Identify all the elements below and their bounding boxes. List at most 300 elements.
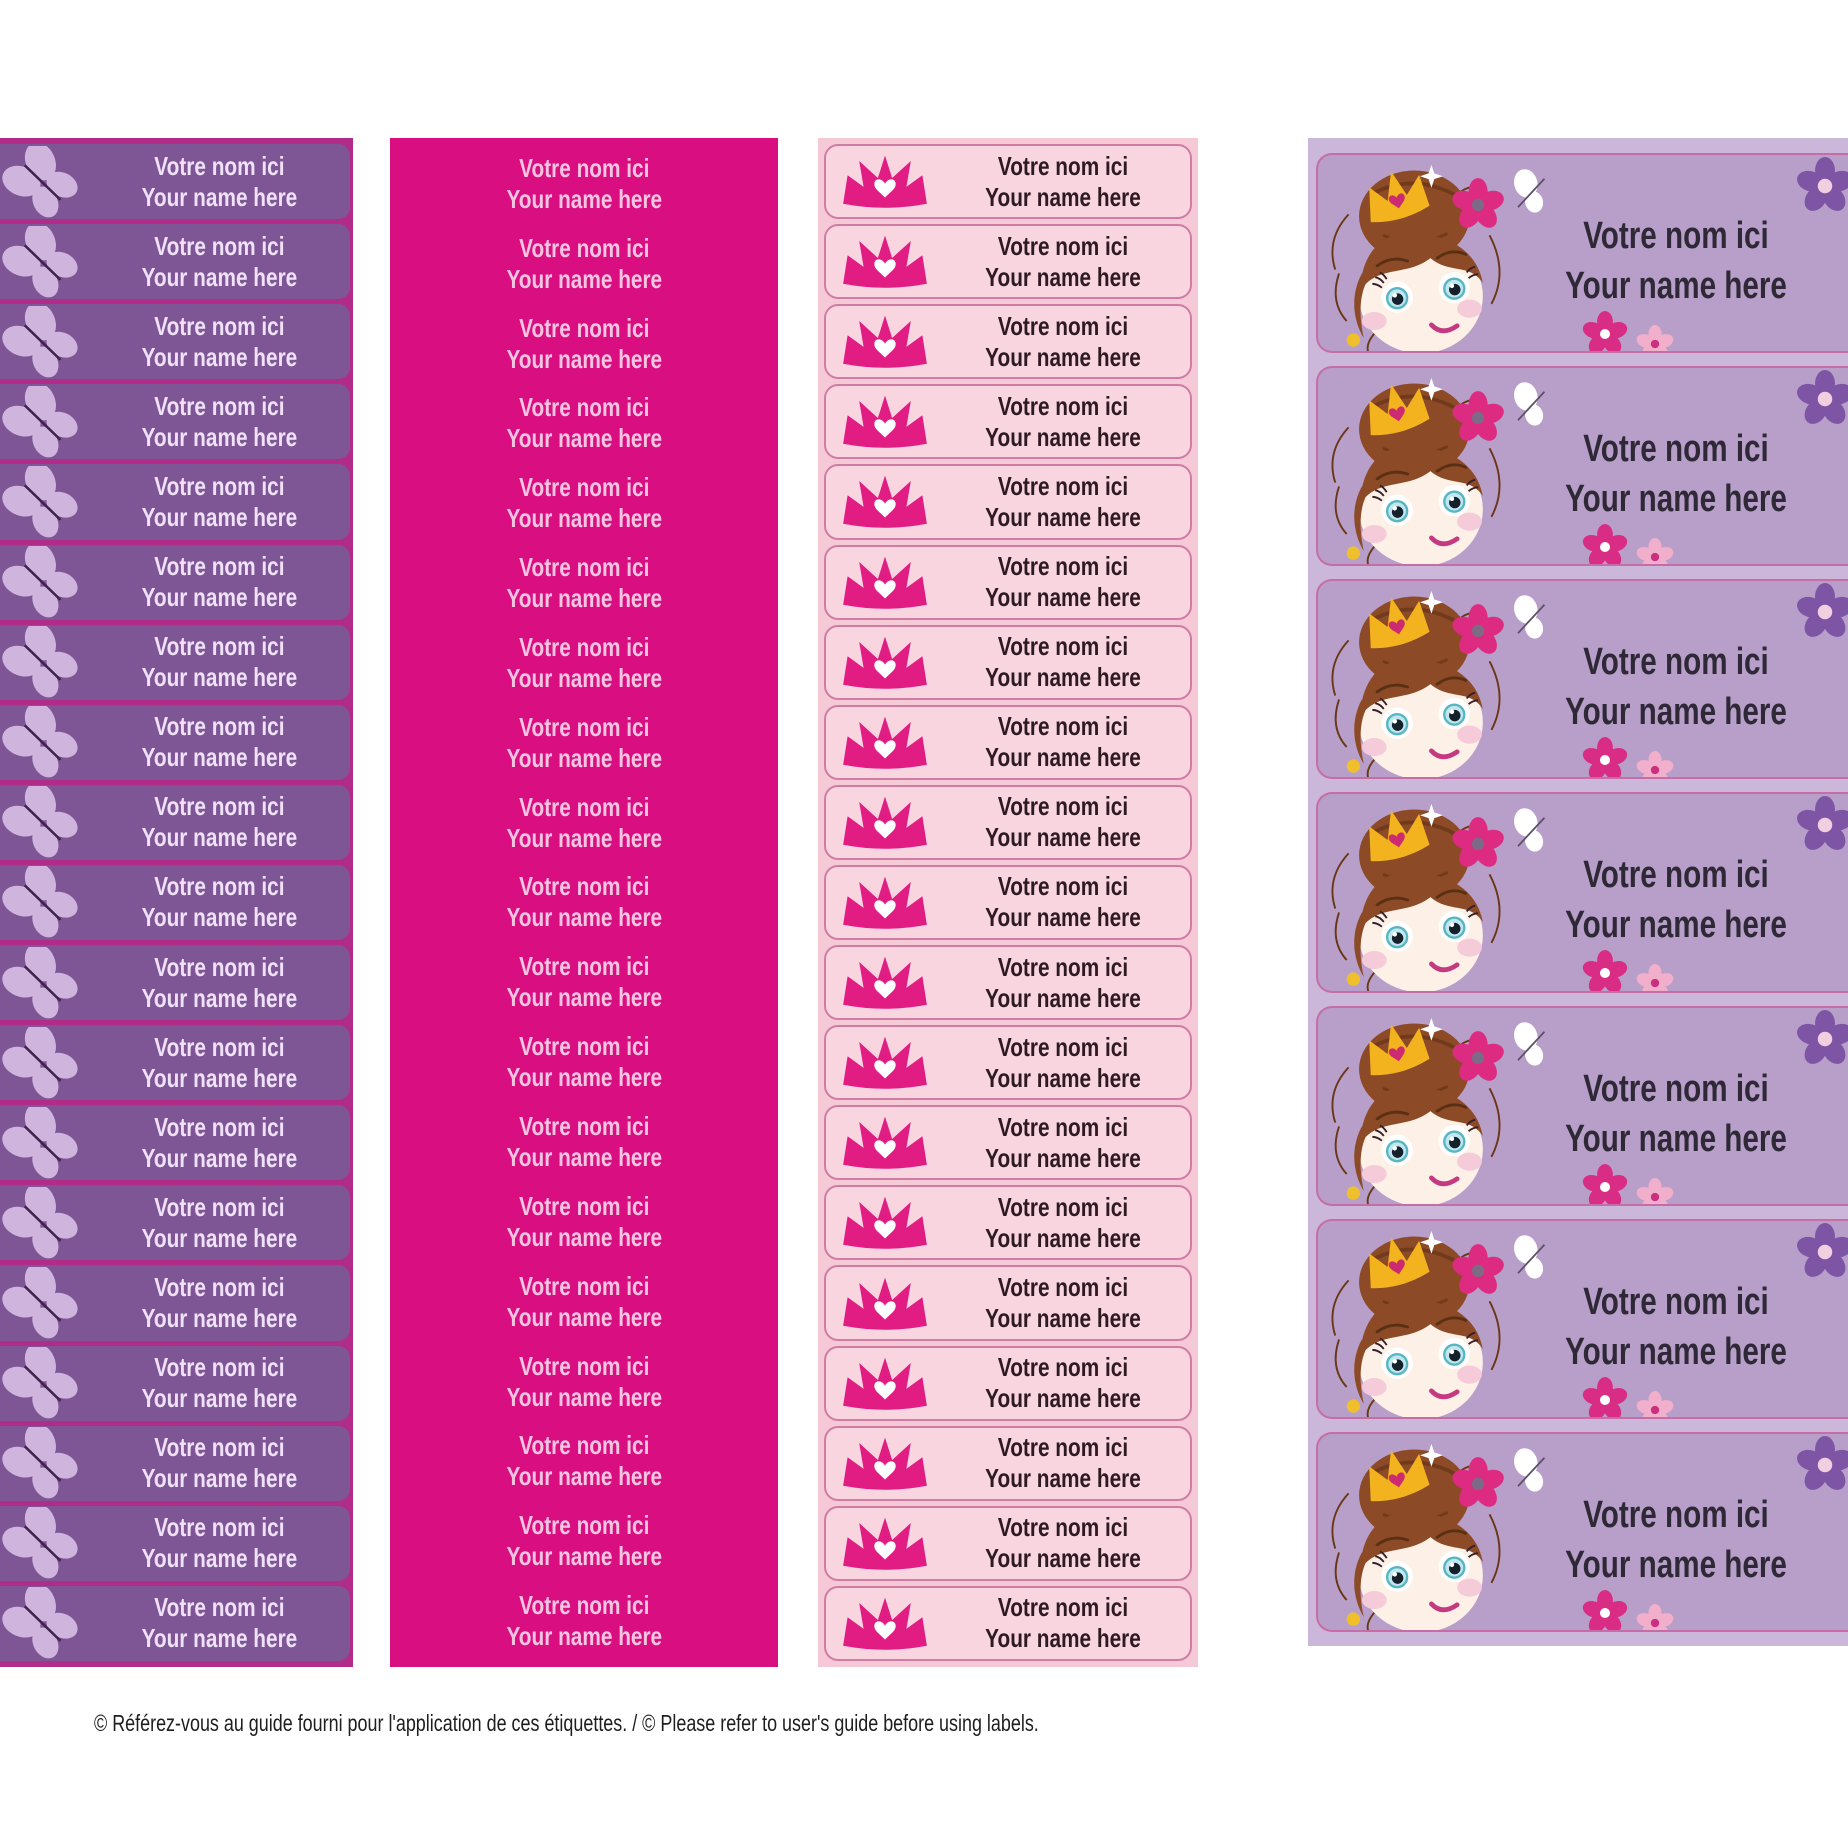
- label-line-fr: Votre nom ici: [154, 470, 285, 501]
- label-line-en: Your name here: [506, 1062, 662, 1093]
- crown-heart-icon: [826, 393, 944, 450]
- label-text: [506, 392, 662, 454]
- label-line-fr: Votre nom ici: [997, 1432, 1129, 1463]
- label-line-fr: Votre nom ici: [154, 1111, 285, 1142]
- label-line-fr: Votre nom ici: [997, 150, 1129, 181]
- name-label-butterfly: [0, 545, 350, 620]
- label-text: [969, 631, 1166, 693]
- butterfly-icon: [0, 1267, 100, 1339]
- white-butterfly-icon: [1504, 593, 1558, 648]
- label-line-en: Your name here: [985, 742, 1141, 773]
- white-butterfly-icon: [1504, 167, 1558, 222]
- purple-flower-icon: [1796, 1436, 1848, 1499]
- label-line-fr: Votre nom ici: [518, 232, 650, 263]
- label-line-en: Your name here: [506, 1221, 662, 1252]
- name-label-princess: [1316, 366, 1848, 566]
- label-line-fr: Votre nom ici: [518, 472, 650, 503]
- name-label-princess: [1316, 1006, 1848, 1206]
- label-text: [969, 231, 1166, 293]
- label-line-fr: Votre nom ici: [997, 470, 1129, 501]
- butterfly-icon: [0, 706, 100, 778]
- name-label-butterfly: [0, 384, 350, 459]
- label-line-fr: Votre nom ici: [518, 951, 650, 982]
- label-line-fr: Votre nom ici: [154, 1592, 285, 1623]
- label-line-en: Your name here: [1565, 691, 1787, 734]
- label-text: [506, 1510, 662, 1572]
- crown-heart-icon: [826, 874, 944, 931]
- label-line-en: Your name here: [985, 1383, 1141, 1414]
- label-line-en: Your name here: [985, 1623, 1141, 1654]
- label-line-fr: Votre nom ici: [154, 871, 285, 902]
- label-line-en: Your name here: [506, 1142, 662, 1173]
- label-line-en: Your name here: [141, 742, 298, 773]
- label-line-en: Your name here: [506, 1461, 662, 1492]
- label-line-fr: Votre nom ici: [997, 711, 1129, 742]
- label-line-en: Your name here: [985, 501, 1141, 532]
- label-line-fr: Votre nom ici: [154, 1432, 285, 1463]
- label-text: [969, 1592, 1166, 1654]
- butterfly-icon: [0, 226, 100, 298]
- label-line-en: Your name here: [985, 261, 1141, 292]
- label-line-en: Your name here: [985, 1543, 1141, 1574]
- crown-heart-icon: [826, 1275, 944, 1332]
- label-line-fr: Votre nom ici: [154, 791, 285, 822]
- label-line-en: Your name here: [141, 1062, 298, 1093]
- label-line-fr: Votre nom ici: [518, 392, 650, 423]
- label-text: [506, 792, 662, 854]
- princess-face: [1320, 159, 1520, 353]
- purple-flower-icon: [1796, 796, 1848, 859]
- label-line-en: Your name here: [985, 1062, 1141, 1093]
- name-label-magenta: [390, 1581, 778, 1661]
- label-line-fr: Votre nom ici: [997, 791, 1129, 822]
- accent-flowers: [1528, 524, 1728, 566]
- label-text: [1551, 1490, 1801, 1590]
- label-text: [125, 1352, 325, 1414]
- accent-flowers: [1528, 311, 1728, 353]
- name-label-princess: [1316, 1432, 1848, 1632]
- label-line-fr: Votre nom ici: [997, 1111, 1129, 1142]
- label-text: [125, 871, 325, 933]
- label-line-en: Your name here: [506, 902, 662, 933]
- crown-heart-icon: [826, 1355, 944, 1412]
- name-label-butterfly: [0, 304, 350, 379]
- name-label-crown: [824, 464, 1192, 539]
- name-label-crown: [824, 1185, 1192, 1260]
- label-line-fr: Votre nom ici: [518, 1111, 650, 1142]
- label-text: [125, 1512, 325, 1574]
- pink-flower-icon: [1636, 1391, 1674, 1419]
- crown-heart-icon: [826, 153, 944, 210]
- label-text: [969, 711, 1166, 773]
- butterfly-icon: [0, 626, 100, 698]
- name-label-crown: [824, 224, 1192, 299]
- name-label-magenta: [390, 304, 778, 384]
- name-label-magenta: [390, 1342, 778, 1422]
- accent-flowers: [1528, 737, 1728, 779]
- butterfly-icon: [0, 386, 100, 458]
- name-label-crown: [824, 625, 1192, 700]
- name-label-magenta: [390, 942, 778, 1022]
- white-butterfly-icon: [1504, 1020, 1558, 1075]
- label-text: [506, 472, 662, 534]
- crown-heart-icon: [826, 714, 944, 771]
- label-line-fr: Votre nom ici: [997, 1031, 1129, 1062]
- column-butterfly-labels: [0, 138, 353, 1667]
- label-line-en: Your name here: [141, 501, 298, 532]
- label-line-en: Your name here: [506, 503, 662, 534]
- label-line-fr: Votre nom ici: [1583, 1280, 1769, 1323]
- crown-heart-icon: [826, 1194, 944, 1251]
- label-text: [969, 1192, 1166, 1254]
- label-text: [1551, 850, 1801, 950]
- name-label-magenta: [390, 384, 778, 464]
- label-line-en: Your name here: [985, 822, 1141, 853]
- label-line-fr: Votre nom ici: [154, 1191, 285, 1222]
- label-text: [506, 1430, 662, 1492]
- label-text: [969, 952, 1166, 1014]
- label-line-fr: Votre nom ici: [997, 1191, 1129, 1222]
- pink-flower-icon: [1636, 751, 1674, 779]
- label-text: [969, 871, 1166, 933]
- name-label-princess: [1316, 1219, 1848, 1419]
- label-text: [125, 1272, 325, 1334]
- label-line-fr: Votre nom ici: [997, 1352, 1129, 1383]
- label-line-fr: Votre nom ici: [518, 312, 650, 343]
- butterfly-icon: [0, 947, 100, 1019]
- label-line-fr: Votre nom ici: [518, 1190, 650, 1221]
- purple-flower-icon: [1796, 1223, 1848, 1286]
- pink-flower-icon: [1636, 325, 1674, 353]
- crown-heart-icon: [826, 554, 944, 611]
- purple-flower-icon: [1796, 370, 1848, 433]
- name-label-butterfly: [0, 865, 350, 940]
- label-line-en: Your name here: [506, 1621, 662, 1652]
- name-label-magenta: [390, 1022, 778, 1102]
- name-label-crown: [824, 1346, 1192, 1421]
- label-line-en: Your name here: [141, 1142, 298, 1173]
- name-label-crown: [824, 384, 1192, 459]
- label-line-en: Your name here: [985, 181, 1141, 212]
- name-label-crown: [824, 304, 1192, 379]
- label-text: [506, 1590, 662, 1652]
- label-line-en: Your name here: [141, 582, 298, 613]
- label-text: [125, 311, 325, 373]
- magenta-flower-icon: [1582, 524, 1628, 566]
- label-line-en: Your name here: [506, 263, 662, 294]
- butterfly-icon: [0, 1587, 100, 1659]
- label-line-fr: Votre nom ici: [154, 310, 285, 341]
- accent-flowers: [1528, 1164, 1728, 1206]
- crown-heart-icon: [826, 1435, 944, 1492]
- name-label-butterfly: [0, 785, 350, 860]
- label-line-fr: Votre nom ici: [1583, 854, 1769, 897]
- label-line-en: Your name here: [141, 1623, 298, 1654]
- label-line-en: Your name here: [141, 1303, 298, 1334]
- label-line-fr: Votre nom ici: [154, 230, 285, 261]
- label-line-en: Your name here: [141, 1383, 298, 1414]
- label-line-en: Your name here: [985, 582, 1141, 613]
- label-text: [125, 151, 325, 213]
- label-line-fr: Votre nom ici: [518, 552, 650, 583]
- butterfly-icon: [0, 1427, 100, 1499]
- label-line-fr: Votre nom ici: [1583, 1493, 1769, 1536]
- label-text: [969, 1512, 1166, 1574]
- label-text: [125, 231, 325, 293]
- label-line-en: Your name here: [506, 742, 662, 773]
- label-line-fr: Votre nom ici: [518, 871, 650, 902]
- purple-flower-icon: [1796, 1010, 1848, 1073]
- name-label-crown: [824, 1025, 1192, 1100]
- label-text: [506, 1351, 662, 1413]
- label-line-fr: Votre nom ici: [997, 871, 1129, 902]
- label-line-fr: Votre nom ici: [154, 1031, 285, 1062]
- name-label-butterfly: [0, 705, 350, 780]
- label-text: [125, 711, 325, 773]
- usage-note: © Référez-vous au guide fourni pour l'application de ces étiquettes. / © Please refer to user's guide before using labels.: [94, 1710, 1039, 1736]
- name-label-magenta: [390, 783, 778, 863]
- label-text: [125, 551, 325, 613]
- label-line-en: Your name here: [141, 1543, 298, 1574]
- name-label-butterfly: [0, 1426, 350, 1501]
- label-line-en: Your name here: [985, 662, 1141, 693]
- label-text: [125, 1432, 325, 1494]
- princess-face: [1320, 1012, 1520, 1206]
- label-text: [969, 1272, 1166, 1334]
- label-text: [506, 313, 662, 375]
- name-label-butterfly: [0, 224, 350, 299]
- name-label-butterfly: [0, 625, 350, 700]
- name-label-crown: [824, 1506, 1192, 1581]
- label-line-fr: Votre nom ici: [997, 951, 1129, 982]
- label-line-en: Your name here: [985, 1303, 1141, 1334]
- name-label-crown: [824, 945, 1192, 1020]
- label-line-en: Your name here: [1565, 1117, 1787, 1160]
- label-line-fr: Votre nom ici: [997, 1272, 1129, 1303]
- label-line-en: Your name here: [506, 183, 662, 214]
- label-text: [125, 631, 325, 693]
- label-text: [125, 391, 325, 453]
- name-label-magenta: [390, 1182, 778, 1262]
- name-label-magenta: [390, 144, 778, 224]
- label-line-fr: Votre nom ici: [154, 551, 285, 582]
- label-text: [506, 233, 662, 295]
- label-text: [506, 552, 662, 614]
- label-line-fr: Votre nom ici: [154, 1512, 285, 1543]
- accent-flowers: [1528, 1590, 1728, 1632]
- label-line-fr: Votre nom ici: [518, 152, 650, 183]
- label-line-fr: Votre nom ici: [154, 711, 285, 742]
- name-label-butterfly: [0, 1346, 350, 1421]
- pink-flower-icon: [1636, 1178, 1674, 1206]
- label-text: [125, 791, 325, 853]
- label-line-en: Your name here: [1565, 1330, 1787, 1373]
- crown-heart-icon: [826, 1034, 944, 1091]
- purple-flower-icon: [1796, 157, 1848, 220]
- name-label-butterfly: [0, 464, 350, 539]
- label-line-fr: Votre nom ici: [518, 1031, 650, 1062]
- white-butterfly-icon: [1504, 380, 1558, 435]
- crown-heart-icon: [826, 1515, 944, 1572]
- label-text: [506, 153, 662, 215]
- name-label-magenta: [390, 623, 778, 703]
- butterfly-icon: [0, 1187, 100, 1259]
- label-line-fr: Votre nom ici: [154, 1272, 285, 1303]
- label-text: [969, 1032, 1166, 1094]
- label-line-en: Your name here: [141, 181, 298, 212]
- label-line-en: Your name here: [985, 1142, 1141, 1173]
- label-text: [125, 1112, 325, 1174]
- label-line-fr: Votre nom ici: [518, 1270, 650, 1301]
- butterfly-icon: [0, 146, 100, 218]
- label-text: [969, 791, 1166, 853]
- label-line-en: Your name here: [506, 583, 662, 614]
- label-line-fr: Votre nom ici: [518, 711, 650, 742]
- butterfly-icon: [0, 466, 100, 538]
- label-text: [506, 951, 662, 1013]
- princess-face: [1320, 798, 1520, 992]
- name-label-magenta: [390, 543, 778, 623]
- magenta-flower-icon: [1582, 311, 1628, 353]
- label-line-en: Your name here: [141, 902, 298, 933]
- purple-flower-icon: [1796, 583, 1848, 646]
- label-line-en: Your name here: [506, 1541, 662, 1572]
- name-label-princess: [1316, 792, 1848, 992]
- label-line-fr: Votre nom ici: [1583, 1067, 1769, 1110]
- label-line-en: Your name here: [141, 421, 298, 452]
- crown-heart-icon: [826, 1595, 944, 1652]
- butterfly-icon: [0, 866, 100, 938]
- name-label-butterfly: [0, 1185, 350, 1260]
- label-text: [969, 471, 1166, 533]
- label-line-en: Your name here: [141, 662, 298, 693]
- crown-heart-icon: [826, 634, 944, 691]
- butterfly-icon: [0, 1027, 100, 1099]
- label-line-fr: Votre nom ici: [1583, 641, 1769, 684]
- label-text: [969, 1352, 1166, 1414]
- label-line-en: Your name here: [506, 822, 662, 853]
- label-line-fr: Votre nom ici: [997, 551, 1129, 582]
- label-line-en: Your name here: [985, 1222, 1141, 1253]
- column-crown-labels: [818, 138, 1198, 1667]
- label-text: [1551, 424, 1801, 524]
- label-text: [969, 391, 1166, 453]
- label-line-en: Your name here: [1565, 478, 1787, 521]
- label-text: [125, 1592, 325, 1654]
- pink-flower-icon: [1636, 964, 1674, 992]
- label-line-en: Your name here: [1565, 265, 1787, 307]
- crown-heart-icon: [826, 473, 944, 530]
- princess-face: [1320, 585, 1520, 779]
- label-text: [1551, 637, 1801, 737]
- magenta-flower-icon: [1582, 737, 1628, 779]
- label-text: [1551, 211, 1801, 311]
- magenta-flower-icon: [1582, 950, 1628, 992]
- princess-face: [1320, 1225, 1520, 1419]
- label-line-fr: Votre nom ici: [518, 1350, 650, 1381]
- label-line-fr: Votre nom ici: [518, 791, 650, 822]
- name-label-crown: [824, 865, 1192, 940]
- name-label-crown: [824, 785, 1192, 860]
- name-label-magenta: [390, 1262, 778, 1342]
- accent-flowers: [1528, 1377, 1728, 1419]
- label-line-en: Your name here: [506, 423, 662, 454]
- label-line-fr: Votre nom ici: [997, 390, 1129, 421]
- name-label-magenta: [390, 1501, 778, 1581]
- label-line-fr: Votre nom ici: [518, 1430, 650, 1461]
- label-line-en: Your name here: [141, 261, 298, 292]
- white-butterfly-icon: [1504, 1233, 1558, 1288]
- pink-flower-icon: [1636, 538, 1674, 566]
- label-text: [969, 311, 1166, 373]
- name-label-crown: [824, 1265, 1192, 1340]
- label-line-en: Your name here: [141, 1222, 298, 1253]
- label-line-en: Your name here: [985, 902, 1141, 933]
- name-label-butterfly: [0, 1586, 350, 1661]
- label-line-fr: Votre nom ici: [154, 390, 285, 421]
- column-magenta-labels: [390, 138, 778, 1667]
- name-label-magenta: [390, 1421, 778, 1501]
- label-line-en: Your name here: [985, 1463, 1141, 1494]
- crown-heart-icon: [826, 794, 944, 851]
- label-line-en: Your name here: [1565, 1543, 1787, 1586]
- label-text: [506, 632, 662, 694]
- label-line-fr: Votre nom ici: [1583, 428, 1769, 471]
- butterfly-icon: [0, 1507, 100, 1579]
- label-line-en: Your name here: [1565, 904, 1787, 947]
- label-line-en: Your name here: [506, 343, 662, 374]
- label-line-fr: Votre nom ici: [518, 1590, 650, 1621]
- label-line-en: Your name here: [141, 822, 298, 853]
- pink-flower-icon: [1636, 1604, 1674, 1632]
- label-line-fr: Votre nom ici: [997, 631, 1129, 662]
- label-line-fr: Votre nom ici: [154, 631, 285, 662]
- name-label-butterfly: [0, 1025, 350, 1100]
- name-label-crown: [824, 545, 1192, 620]
- label-text: [506, 1031, 662, 1093]
- name-label-butterfly: [0, 1506, 350, 1581]
- butterfly-icon: [0, 1107, 100, 1179]
- label-text: [125, 1032, 325, 1094]
- butterfly-icon: [0, 1347, 100, 1419]
- white-butterfly-icon: [1504, 806, 1558, 861]
- name-label-butterfly: [0, 945, 350, 1020]
- crown-heart-icon: [826, 313, 944, 370]
- label-text: [125, 471, 325, 533]
- name-label-magenta: [390, 703, 778, 783]
- label-line-en: Your name here: [985, 982, 1141, 1013]
- label-line-en: Your name here: [141, 982, 298, 1013]
- label-line-en: Your name here: [985, 341, 1141, 372]
- label-line-en: Your name here: [506, 662, 662, 693]
- name-label-crown: [824, 1426, 1192, 1501]
- name-label-magenta: [390, 1102, 778, 1182]
- column-princess-labels: [1308, 138, 1848, 1646]
- name-label-crown: [824, 705, 1192, 780]
- label-line-en: Your name here: [506, 1301, 662, 1332]
- label-line-fr: Votre nom ici: [518, 1510, 650, 1541]
- label-line-en: Your name here: [506, 1381, 662, 1412]
- label-line-fr: Votre nom ici: [518, 631, 650, 662]
- label-text: [506, 1111, 662, 1173]
- label-text: [125, 952, 325, 1014]
- name-label-crown: [824, 144, 1192, 219]
- label-text: [969, 1432, 1166, 1494]
- name-label-butterfly: [0, 144, 350, 219]
- label-line-en: Your name here: [506, 982, 662, 1013]
- label-text: [969, 1112, 1166, 1174]
- label-line-fr: Votre nom ici: [997, 230, 1129, 261]
